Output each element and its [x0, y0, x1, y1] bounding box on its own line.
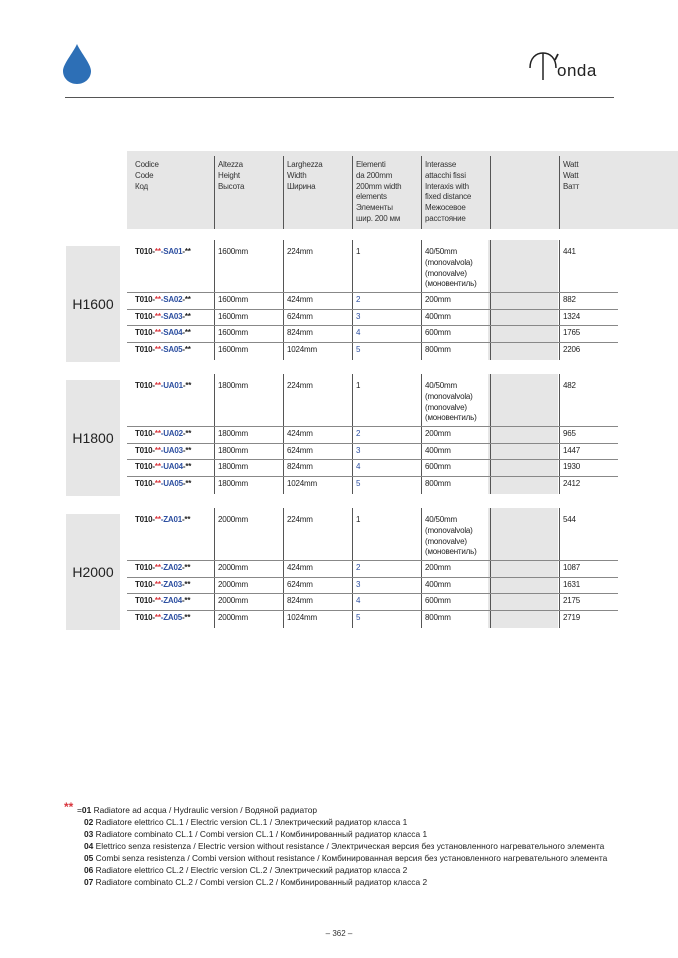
cell-interaxis: 600mm: [425, 328, 451, 337]
product-code: [135, 596, 190, 607]
code-code-stars: **: [154, 445, 161, 455]
cell-interaxis: 40/50mm (monovalvola) (monovalve) (моновентиль): [425, 247, 477, 289]
code-code-suffix: -**: [181, 515, 191, 524]
cell-width: 624mm: [287, 311, 313, 321]
cell-interaxis: 400mm: [425, 445, 451, 455]
code-code-prefix: T010-: [135, 295, 155, 304]
code-code-stars: **: [154, 344, 161, 354]
cell-watt: 1765: [563, 328, 580, 337]
code-code-mid: -ZA0: [160, 563, 178, 572]
code-code-stars: **: [154, 381, 161, 390]
cell-watt: 1447: [563, 445, 580, 455]
cell-width: 624mm: [287, 579, 313, 589]
cell-elements: 3: [356, 579, 361, 589]
footnote-text: Radiatore combinato CL.1 / Combi version CL.1 / Комбинированный радиатор класса 1: [95, 829, 428, 839]
cell-interaxis: 200mm: [425, 429, 451, 438]
row-divider: [127, 292, 618, 293]
product-code: [135, 462, 191, 473]
footnote-item: [77, 804, 607, 816]
footnote-key: 02: [84, 817, 94, 827]
code-code-num: 5: [177, 612, 182, 622]
code-code-stars: **: [154, 478, 161, 488]
cell-watt: 1930: [563, 462, 580, 471]
product-code: [135, 345, 191, 356]
cell-elements: 3: [356, 445, 361, 455]
cell-width: 424mm: [287, 563, 313, 572]
header-watt: Watt Watt Ватт: [563, 160, 580, 191]
row-divider: [127, 560, 618, 561]
cell-watt: 2719: [563, 612, 580, 622]
cell-height: 2000mm: [218, 515, 248, 524]
cell-elements: 5: [356, 344, 361, 354]
footnote-item: [84, 876, 607, 888]
footnote-key: 01: [81, 805, 92, 815]
cell-width: 424mm: [287, 429, 313, 438]
cell-watt: 2412: [563, 478, 580, 488]
cell-height: 1800mm: [218, 429, 248, 438]
header-column-separator: [214, 156, 215, 229]
code-code-suffix: -**: [182, 445, 192, 455]
code-code-stars: **: [154, 462, 161, 471]
code-code-num: 3: [178, 311, 183, 321]
cell-width: 824mm: [287, 328, 313, 337]
cell-elements: 2: [356, 429, 361, 438]
cell-height: 1600mm: [218, 344, 248, 354]
code-code-mid: -SA0: [160, 311, 179, 321]
row-divider: [127, 443, 618, 444]
cell-width: 424mm: [287, 295, 313, 304]
footnote-item: [84, 816, 607, 828]
cell-elements: 4: [356, 462, 361, 471]
code-code-suffix: -**: [182, 311, 191, 321]
cell-height: 2000mm: [218, 563, 248, 572]
cell-height: 1800mm: [218, 381, 248, 390]
cell-elements: 2: [356, 295, 361, 304]
table-header-band: [127, 151, 678, 229]
cell-interaxis: 40/50mm (monovalvola) (monovalve) (моновентиль): [425, 515, 477, 557]
footnote-item: [84, 852, 607, 864]
cell-interaxis: 800mm: [425, 344, 451, 354]
product-code: [135, 446, 191, 457]
code-code-suffix: -**: [182, 429, 192, 438]
page-number: – 362 –: [325, 929, 353, 938]
cell-watt: 882: [563, 295, 576, 304]
row-divider: [127, 476, 618, 477]
cell-elements: 4: [356, 328, 361, 337]
code-code-prefix: T010-: [135, 328, 155, 337]
footnote-equals: =: [77, 805, 82, 815]
cell-elements: 5: [356, 478, 361, 488]
cell-interaxis: 600mm: [425, 596, 451, 605]
header-column-separator: [490, 156, 491, 229]
header-column-separator: [559, 156, 560, 229]
product-code: [135, 580, 190, 591]
header-code: Codice Code Код: [135, 160, 159, 191]
row-divider: [127, 426, 618, 427]
brand-logo-text: onda: [557, 61, 597, 80]
product-code: [135, 479, 191, 490]
code-code-prefix: T010-: [135, 478, 155, 488]
product-code: [135, 247, 191, 258]
header-width: Larghezza Width Ширина: [287, 160, 323, 191]
code-code-num: 4: [178, 328, 183, 337]
code-code-prefix: T010-: [135, 445, 155, 455]
cell-interaxis: 40/50mm (monovalvola) (monovalve) (моновентиль): [425, 381, 477, 423]
code-code-num: 5: [178, 344, 183, 354]
footnote-stars: **: [64, 800, 74, 814]
water-drop-icon: [63, 44, 91, 84]
cell-width: 824mm: [287, 596, 313, 605]
footnote-text: Elettrico senza resistenza / Electric version without resistance / Электрическая версия без установленного нагревательного элемента: [95, 841, 605, 851]
footnote-key: 05: [84, 853, 94, 863]
cell-height: 2000mm: [218, 579, 248, 589]
group-label: H2000: [66, 514, 120, 630]
cell-elements: 3: [356, 311, 361, 321]
code-code-num: 4: [178, 462, 183, 471]
code-code-mid: -UA0: [160, 478, 179, 488]
code-code-prefix: T010-: [135, 381, 155, 390]
code-code-stars: **: [154, 596, 161, 605]
code-code-num: 4: [177, 596, 182, 605]
cell-watt: 441: [563, 247, 576, 256]
code-code-mid: -UA0: [160, 381, 179, 390]
row-divider: [127, 459, 618, 460]
code-code-suffix: -**: [182, 478, 192, 488]
header-height: Altezza Height Высота: [218, 160, 245, 191]
product-code: [135, 515, 190, 526]
footnote-text: Radiatore combinato CL.2 / Combi version CL.2 / Комбинированный радиатор класса 2: [95, 877, 428, 887]
cell-width: 224mm: [287, 381, 313, 390]
footnote-text: Radiatore elettrico CL.1 / Electric version CL.1 / Электрический радиатор класса 1: [95, 817, 408, 827]
cell-interaxis: 800mm: [425, 612, 451, 622]
cell-elements: 5: [356, 612, 361, 622]
header-column-separator: [352, 156, 353, 229]
footnote-text: Combi senza resistenza / Combi version without resistance / Комбинированная версия без установленного нагревательного элемента: [95, 853, 608, 863]
footnote-item: [84, 840, 607, 852]
cell-height: 1800mm: [218, 478, 248, 488]
code-code-suffix: -**: [182, 462, 192, 471]
footnote-key: 06: [84, 865, 94, 875]
cell-elements: 1: [356, 247, 361, 256]
header-divider: [65, 97, 614, 98]
code-code-stars: **: [154, 295, 161, 304]
cell-watt: 2206: [563, 344, 580, 354]
cell-elements: 4: [356, 596, 361, 605]
footnote-text: Radiatore ad acqua / Hydraulic version / Водяной радиатор: [93, 805, 318, 815]
code-code-stars: **: [154, 328, 161, 337]
code-code-mid: -ZA0: [160, 612, 178, 622]
code-code-prefix: T010-: [135, 596, 155, 605]
code-code-prefix: T010-: [135, 515, 155, 524]
footnote-key: 04: [84, 841, 94, 851]
cell-watt: 1324: [563, 311, 580, 321]
code-code-mid: -SA0: [160, 247, 179, 256]
code-code-suffix: -**: [182, 381, 192, 390]
onda-logo-mark-icon: [527, 50, 559, 84]
cell-watt: 965: [563, 429, 576, 438]
row-divider: [127, 325, 618, 326]
code-code-num: 2: [178, 429, 183, 438]
cell-height: 1800mm: [218, 462, 248, 471]
code-code-prefix: T010-: [135, 429, 155, 438]
cell-watt: 2175: [563, 596, 580, 605]
code-code-prefix: T010-: [135, 462, 155, 471]
code-code-prefix: T010-: [135, 311, 155, 321]
code-code-stars: **: [154, 612, 161, 622]
product-code: [135, 295, 191, 306]
footnote-text: Radiatore elettrico CL.2 / Electric version CL.2 / Электрический радиатор класса 2: [95, 865, 408, 875]
product-code: [135, 563, 190, 574]
row-divider: [127, 593, 618, 594]
code-code-stars: **: [154, 579, 161, 589]
code-code-stars: **: [154, 563, 161, 572]
header-elements: Elementi da 200mm 200mm width elements Элементы шир. 200 мм: [356, 160, 402, 223]
cell-watt: 482: [563, 381, 576, 390]
cell-width: 224mm: [287, 515, 313, 524]
cell-width: 624mm: [287, 445, 313, 455]
code-code-num: 1: [177, 515, 182, 524]
footnote-item: [84, 864, 607, 876]
code-code-mid: -SA0: [160, 295, 179, 304]
code-code-mid: -UA0: [160, 445, 179, 455]
code-code-suffix: -**: [181, 579, 191, 589]
cell-height: 1600mm: [218, 295, 248, 304]
cell-watt: 1631: [563, 579, 580, 589]
cell-height: 1600mm: [218, 311, 248, 321]
cell-width: 1024mm: [287, 344, 317, 354]
code-code-prefix: T010-: [135, 563, 155, 572]
code-code-suffix: -**: [182, 328, 191, 337]
code-code-mid: -SA0: [160, 344, 179, 354]
code-code-mid: -ZA0: [160, 515, 178, 524]
code-code-mid: -UA0: [160, 429, 179, 438]
code-code-prefix: T010-: [135, 247, 155, 256]
group-label: H1600: [66, 246, 120, 362]
product-code: [135, 328, 191, 339]
footnote-key: 07: [84, 877, 94, 887]
code-code-mid: -ZA0: [160, 579, 178, 589]
product-code: [135, 312, 191, 323]
code-code-prefix: T010-: [135, 612, 155, 622]
code-code-prefix: T010-: [135, 344, 155, 354]
cell-interaxis: 400mm: [425, 579, 451, 589]
cell-interaxis: 600mm: [425, 462, 451, 471]
code-code-stars: **: [154, 311, 161, 321]
cell-elements: 1: [356, 515, 361, 524]
header-column-separator: [421, 156, 422, 229]
cell-width: 1024mm: [287, 612, 317, 622]
product-code: [135, 429, 191, 440]
code-code-suffix: -**: [181, 612, 191, 622]
row-divider: [127, 309, 618, 310]
cell-watt: 1087: [563, 563, 580, 572]
cell-interaxis: 200mm: [425, 295, 451, 304]
code-code-num: 1: [178, 247, 183, 256]
code-code-num: 5: [178, 478, 183, 488]
row-divider: [127, 610, 618, 611]
header-interaxis: Interasse attacchi fissi Interaxis with fixed distance Межосевое расстояние: [425, 160, 472, 223]
cell-width: 1024mm: [287, 478, 317, 488]
cell-interaxis: 200mm: [425, 563, 451, 572]
code-code-prefix: T010-: [135, 579, 155, 589]
row-divider: [127, 577, 618, 578]
footnote-item: [84, 828, 607, 840]
cell-interaxis: 400mm: [425, 311, 451, 321]
product-code: [135, 613, 190, 624]
code-code-suffix: -**: [181, 563, 191, 572]
cell-height: 1800mm: [218, 445, 248, 455]
cell-interaxis: 800mm: [425, 478, 451, 488]
brand-logo: [527, 50, 615, 86]
product-code: [135, 381, 191, 392]
code-code-mid: -UA0: [160, 462, 179, 471]
cell-elements: 1: [356, 381, 361, 390]
cell-height: 2000mm: [218, 612, 248, 622]
cell-height: 2000mm: [218, 596, 248, 605]
code-code-suffix: -**: [182, 247, 191, 256]
code-code-num: 3: [178, 445, 183, 455]
code-code-stars: **: [154, 247, 161, 256]
row-divider: [127, 342, 618, 343]
code-code-num: 2: [177, 563, 182, 572]
code-code-suffix: -**: [182, 344, 191, 354]
code-code-num: 2: [178, 295, 183, 304]
cell-watt: 544: [563, 515, 576, 524]
cell-elements: 2: [356, 563, 361, 572]
cell-height: 1600mm: [218, 247, 248, 256]
code-code-suffix: -**: [181, 596, 191, 605]
code-code-stars: **: [154, 515, 161, 524]
code-code-suffix: -**: [182, 295, 191, 304]
code-code-mid: -SA0: [160, 328, 179, 337]
cell-width: 224mm: [287, 247, 313, 256]
header-column-separator: [283, 156, 284, 229]
code-code-stars: **: [154, 429, 161, 438]
cell-width: 824mm: [287, 462, 313, 471]
footnotes: [64, 800, 608, 888]
cell-height: 1600mm: [218, 328, 248, 337]
code-code-mid: -ZA0: [160, 596, 178, 605]
code-code-num: 1: [178, 381, 183, 390]
code-code-num: 3: [177, 579, 182, 589]
footnote-key: 03: [84, 829, 94, 839]
group-label: H1800: [66, 380, 120, 496]
